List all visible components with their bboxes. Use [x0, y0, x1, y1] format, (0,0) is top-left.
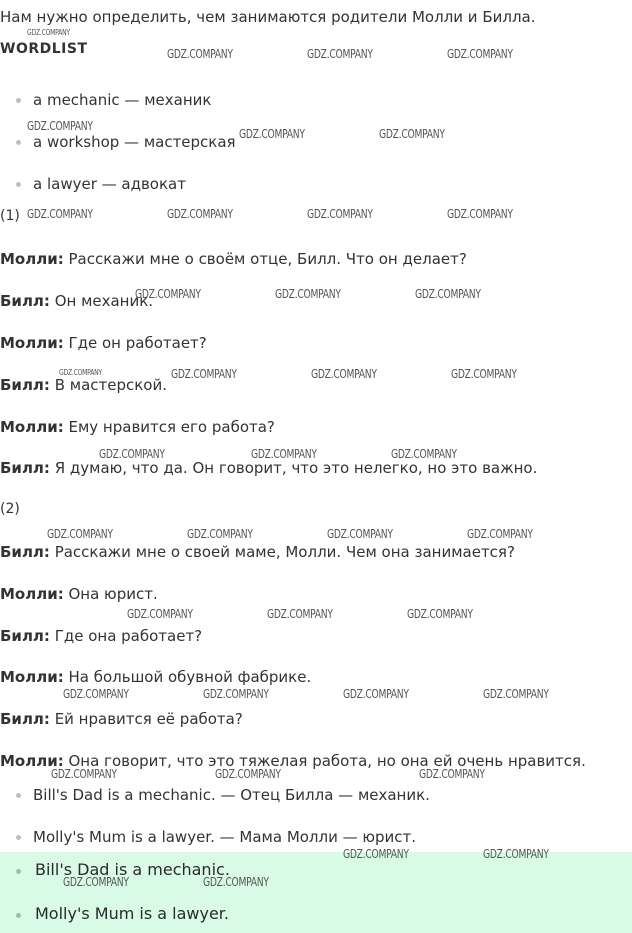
- watermark: GDZ.COMPANY: [63, 875, 129, 889]
- watermark: GDZ.COMPANY: [467, 527, 533, 541]
- part-label: (2): [0, 501, 20, 517]
- watermark: GDZ.COMPANY: [63, 687, 129, 701]
- watermark: GDZ.COMPANY: [407, 607, 473, 621]
- watermark: GDZ.COMPANY: [483, 687, 549, 701]
- watermark: GDZ.COMPANY: [327, 527, 393, 541]
- watermark: GDZ.COMPANY: [239, 127, 305, 141]
- dialogue-line: [0, 543, 515, 561]
- answer-item: Bill's Dad is a mechanic.: [35, 860, 230, 879]
- watermark: GDZ.COMPANY: [167, 207, 233, 221]
- utterance: Ему нравится его работа?: [63, 418, 275, 436]
- watermark: GDZ.COMPANY: [379, 127, 445, 141]
- answer-box: [0, 852, 632, 933]
- speaker: Билл:: [0, 543, 50, 561]
- answer-item: Molly's Mum is a lawyer.: [35, 904, 229, 923]
- watermark: GDZ.COMPANY: [307, 207, 373, 221]
- watermark: GDZ.COMPANY: [447, 207, 513, 221]
- dialogue-line: [0, 459, 537, 477]
- watermark: GDZ.COMPANY: [187, 527, 253, 541]
- utterance: Расскажи мне о своей маме, Молли. Чем она занимается?: [49, 543, 515, 561]
- dialogue-line: [0, 292, 153, 310]
- speaker: Билл:: [0, 710, 50, 728]
- utterance: Я думаю, что да. Он говорит, что это нелегко, но это важно.: [49, 459, 538, 477]
- watermark: GDZ.COMPANY: [51, 767, 117, 781]
- watermark: GDZ.COMPANY: [343, 687, 409, 701]
- utterance: На большой обувной фабрике.: [63, 668, 312, 686]
- watermark: GDZ.COMPANY: [203, 875, 269, 889]
- watermark: GDZ.COMPANY: [215, 767, 281, 781]
- watermark: GDZ.COMPANY: [27, 119, 93, 133]
- dialogue-line: [0, 334, 207, 352]
- speaker: Билл:: [0, 376, 50, 394]
- watermark: GDZ.COMPANY: [203, 687, 269, 701]
- list-bullet: [16, 869, 21, 874]
- watermark: GDZ.COMPANY: [267, 607, 333, 621]
- dialogue-line: [0, 376, 167, 394]
- speaker: Молли:: [0, 250, 64, 268]
- watermark: GDZ.COMPANY: [307, 47, 373, 61]
- utterance: Она говорит, что это тяжелая работа, но она ей очень нравится.: [63, 752, 586, 770]
- watermark: GDZ.COMPANY: [27, 28, 70, 37]
- utterance: Он механик.: [49, 292, 154, 310]
- list-bullet: [16, 835, 21, 840]
- watermark: GDZ.COMPANY: [275, 287, 341, 301]
- watermark: GDZ.COMPANY: [59, 368, 102, 377]
- watermark: GDZ.COMPANY: [451, 367, 517, 381]
- watermark: GDZ.COMPANY: [311, 367, 377, 381]
- translation-item: Molly's Mum is a lawyer. — Мама Молли — юрист.: [33, 828, 417, 846]
- watermark: GDZ.COMPANY: [483, 847, 549, 861]
- task-text: Нам нужно определить, чем занимаются родители Молли и Билла.: [0, 8, 536, 26]
- speaker: Молли:: [0, 752, 64, 770]
- speaker: Молли:: [0, 334, 64, 352]
- list-bullet: [16, 140, 21, 145]
- watermark: GDZ.COMPANY: [419, 767, 485, 781]
- list-bullet: [16, 913, 21, 918]
- utterance: Ей нравится её работа?: [49, 710, 243, 728]
- dialogue-line: [0, 418, 275, 436]
- dialogue-line: [0, 668, 311, 686]
- utterance: Где он работает?: [63, 334, 207, 352]
- watermark: GDZ.COMPANY: [171, 367, 237, 381]
- speaker: Билл:: [0, 459, 50, 477]
- dialogue-line: [0, 585, 158, 603]
- speaker: Молли:: [0, 418, 64, 436]
- watermark: GDZ.COMPANY: [47, 527, 113, 541]
- watermark: GDZ.COMPANY: [415, 287, 481, 301]
- wordlist-heading: WORDLIST: [0, 41, 88, 57]
- wordlist-item: a mechanic — механик: [33, 91, 212, 109]
- speaker: Молли:: [0, 668, 64, 686]
- watermark: GDZ.COMPANY: [99, 447, 165, 461]
- list-bullet: [16, 182, 21, 187]
- part-label: (1): [0, 208, 20, 224]
- utterance: В мастерской.: [49, 376, 167, 394]
- wordlist-item: a workshop — мастерская: [33, 133, 236, 151]
- utterance: Расскажи мне о своём отце, Билл. Что он делает?: [63, 250, 467, 268]
- dialogue-line: [0, 250, 467, 268]
- watermark: GDZ.COMPANY: [135, 287, 201, 301]
- watermark: GDZ.COMPANY: [391, 447, 457, 461]
- speaker: Молли:: [0, 585, 64, 603]
- watermark: GDZ.COMPANY: [167, 47, 233, 61]
- watermark: GDZ.COMPANY: [343, 847, 409, 861]
- dialogue-line: [0, 627, 202, 645]
- utterance: Она юрист.: [63, 585, 158, 603]
- watermark: GDZ.COMPANY: [27, 207, 93, 221]
- list-bullet: [16, 793, 21, 798]
- list-bullet: [16, 98, 21, 103]
- watermark: GDZ.COMPANY: [251, 447, 317, 461]
- watermark: GDZ.COMPANY: [447, 47, 513, 61]
- speaker: Билл:: [0, 292, 50, 310]
- dialogue-line: [0, 710, 243, 728]
- utterance: Где она работает?: [49, 627, 203, 645]
- wordlist-item: a lawyer — адвокат: [33, 175, 186, 193]
- speaker: Билл:: [0, 627, 50, 645]
- watermark: GDZ.COMPANY: [127, 607, 193, 621]
- translation-item: Bill's Dad is a mechanic. — Отец Билла — механик.: [33, 786, 430, 804]
